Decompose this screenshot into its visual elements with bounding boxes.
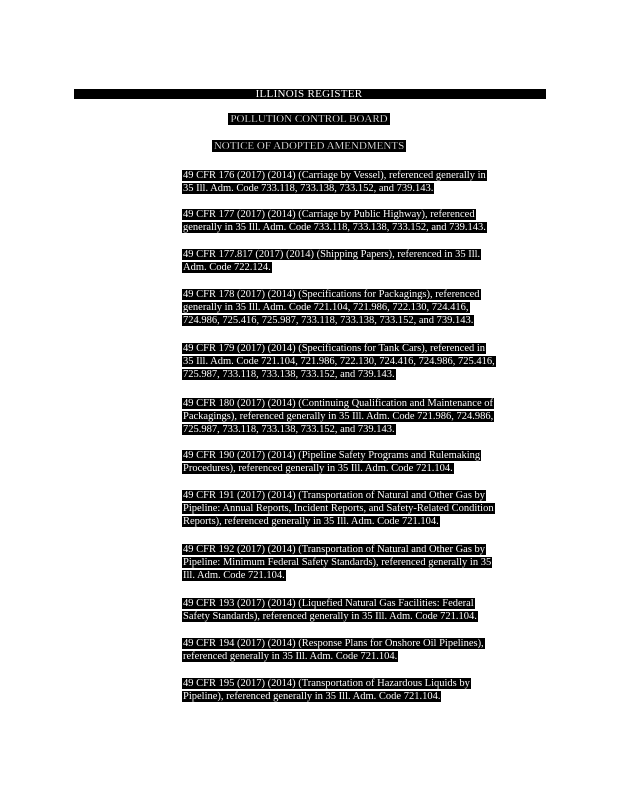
reference-entry-line [182, 610, 478, 623]
reference-entry-line [182, 410, 494, 423]
reference-entry-line [182, 368, 496, 381]
reference-entry-line [182, 637, 485, 650]
reference-entry-line [182, 208, 487, 221]
reference-entry-line [182, 462, 481, 475]
reference-entry-line [182, 515, 495, 528]
reference-entry [182, 677, 471, 703]
notice-title-text: NOTICE OF ADOPTED AMENDMENTS [213, 140, 405, 152]
reference-entry-text: Packagings), referenced generally in 35 Ill. Adm. Code 721.986, 724.986, [183, 411, 494, 422]
reference-entry-line [182, 314, 481, 327]
reference-entry-text: referenced generally in 35 Ill. Adm. Code 721.104. [183, 651, 398, 662]
reference-entry-line [182, 182, 487, 195]
reference-entry-text: 49 CFR 192 (2017) (2014) (Transportation of Natural and Other Gas by [183, 544, 486, 555]
register-title: ILLINOIS REGISTER [255, 88, 363, 100]
reference-entry-line [182, 543, 492, 556]
reference-entry [182, 449, 481, 475]
reference-entry-text: 49 CFR 194 (2017) (2014) (Response Plans for Onshore Oil Pipelines), [183, 638, 484, 649]
reference-entry [182, 489, 495, 528]
board-name [0, 113, 618, 125]
reference-entry-text: 49 CFR 190 (2017) (2014) (Pipeline Safety Programs and Rulemaking [183, 450, 481, 461]
reference-entry-line [182, 288, 481, 301]
reference-entry [182, 208, 487, 234]
reference-entry-text: Pipeline), referenced generally in 35 Ill. Adm. Code 721.104. [183, 691, 441, 702]
reference-entry-text: Pipeline: Annual Reports, Incident Reports, and Safety-Related Condition [183, 503, 494, 514]
reference-entry-line [182, 502, 495, 515]
notice-title [0, 140, 618, 152]
reference-entry-line [182, 677, 471, 690]
reference-entry-line [182, 449, 481, 462]
reference-entry [182, 169, 487, 195]
reference-entry-line [182, 650, 485, 663]
reference-entry-line [182, 261, 481, 274]
board-name-text: POLLUTION CONTROL BOARD [230, 113, 388, 125]
reference-entry-line [182, 597, 478, 610]
reference-entry-line [182, 423, 494, 436]
reference-entry-text: 49 CFR 176 (2017) (2014) (Carriage by Vessel), referenced generally in [183, 170, 486, 181]
reference-entry-text: Reports), referenced generally in 35 Ill. Adm. Code 721.104. [183, 516, 439, 527]
reference-entry-line [182, 248, 481, 261]
reference-entry-text: generally in 35 Ill. Adm. Code 721.104, 721.986, 722.130, 724.416, [183, 302, 469, 313]
reference-entry [182, 397, 494, 436]
reference-entry-text: 35 Ill. Adm. Code 733.118, 733.138, 733.152, and 739.143. [183, 183, 434, 194]
reference-entry-text: generally in 35 Ill. Adm. Code 733.118, 733.138, 733.152, and 739.143. [183, 222, 486, 233]
reference-entry-text: 49 CFR 180 (2017) (2014) (Continuing Qualification and Maintenance of [183, 398, 493, 409]
reference-entry-line [182, 355, 496, 368]
reference-entry [182, 637, 485, 663]
reference-entry-text: 49 CFR 179 (2017) (2014) (Specifications for Tank Cars), referenced in [183, 343, 486, 354]
reference-entry-text: 49 CFR 193 (2017) (2014) (Liquefied Natural Gas Facilities: Federal [183, 598, 474, 609]
reference-entry [182, 342, 496, 381]
reference-entry-text: Procedures), referenced generally in 35 Ill. Adm. Code 721.104. [183, 463, 453, 474]
reference-entry-text: 49 CFR 177 (2017) (2014) (Carriage by Public Highway), referenced [183, 209, 475, 220]
reference-entry-text: 724.986, 725.416, 725.987, 733.118, 733.138, 733.152, and 739.143. [183, 315, 474, 326]
reference-entry-line [182, 221, 487, 234]
reference-entry-text: Pipeline: Minimum Federal Safety Standards), referenced generally in 35 [183, 557, 492, 568]
reference-entry [182, 288, 481, 327]
reference-entry-line [182, 301, 481, 314]
reference-entry [182, 543, 492, 582]
reference-entry-text: Adm. Code 722.124. [183, 262, 271, 273]
reference-entry-text: 49 CFR 191 (2017) (2014) (Transportation of Natural and Other Gas by [183, 490, 486, 501]
reference-entry-line [182, 342, 496, 355]
reference-entry-text: 35 Ill. Adm. Code 721.104, 721.986, 722.130, 724.416, 724.986, 725.416, [183, 356, 495, 367]
reference-entry-line [182, 169, 487, 182]
reference-entry-line [182, 569, 492, 582]
reference-entry-text: 725.987, 733.118, 733.138, 733.152, and 739.143. [183, 424, 395, 435]
reference-entry-text: 49 CFR 177.817 (2017) (2014) (Shipping Papers), referenced in 35 Ill. [183, 249, 481, 260]
reference-entry-text: 49 CFR 195 (2017) (2014) (Transportation of Hazardous Liquids by [183, 678, 470, 689]
reference-entry [182, 248, 481, 274]
reference-entry [182, 597, 478, 623]
reference-entry-line [182, 489, 495, 502]
reference-entry-line [182, 397, 494, 410]
reference-entry-line [182, 556, 492, 569]
reference-entry-text: 49 CFR 178 (2017) (2014) (Specifications for Packagings), referenced [183, 289, 480, 300]
reference-entry-line [182, 690, 471, 703]
reference-entry-text: 725.987, 733.118, 733.138, 733.152, and 739.143. [183, 369, 395, 380]
reference-entry-text: Safety Standards), referenced generally in 35 Ill. Adm. Code 721.104. [183, 611, 477, 622]
reference-entry-text: Ill. Adm. Code 721.104. [183, 570, 285, 581]
